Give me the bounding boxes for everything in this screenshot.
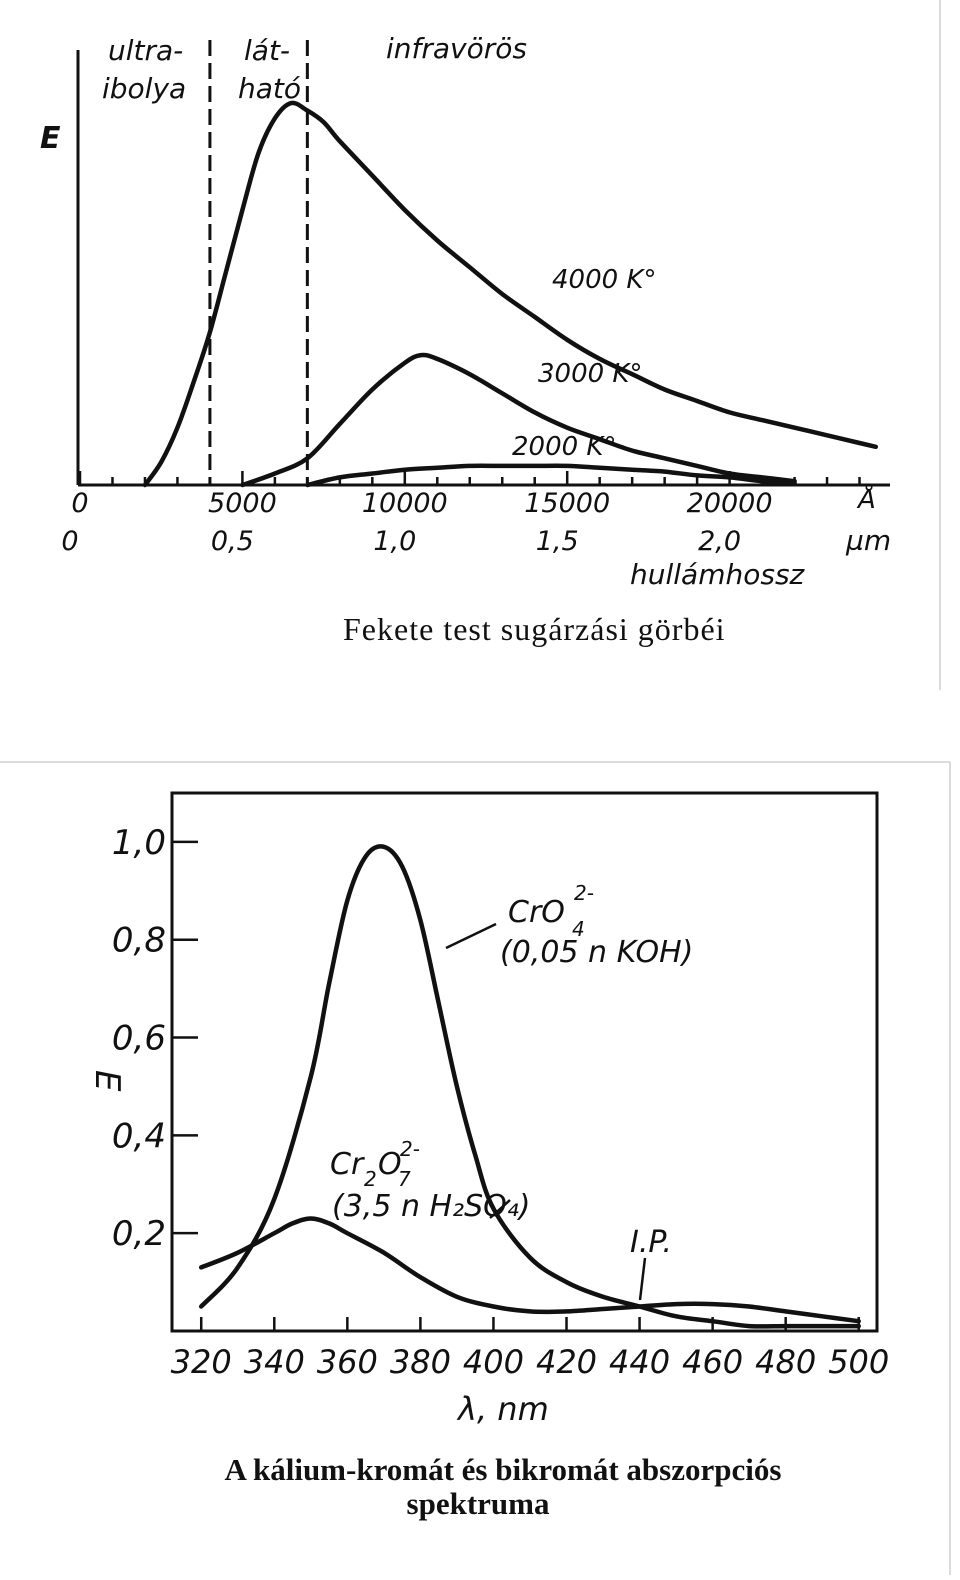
region-label-uv-line2: ibolya	[102, 72, 187, 105]
x-tick-label-micrometer: 0,5	[210, 526, 254, 557]
blackbody-chart	[0, 0, 960, 700]
dichromate-subscript-o: 7	[398, 1167, 411, 1191]
x-tick-label-micrometer: 1,5	[535, 526, 579, 557]
x-unit-micrometer: µm	[846, 524, 892, 557]
x-tick-label: 320	[170, 1343, 232, 1381]
x-tick-label-micrometer: 1,0	[373, 526, 417, 557]
y-tick-labels	[112, 823, 166, 1254]
x-tick-labels	[171, 1343, 890, 1381]
dichromate-formula-o: O	[378, 1147, 402, 1182]
chromate-formula: CrO	[508, 895, 565, 930]
x-tick-labels-angstrom	[71, 488, 772, 519]
x-tick-label-angstrom: 15000	[524, 488, 611, 519]
curve-2000k	[307, 466, 794, 485]
dichromate-label	[330, 1137, 530, 1224]
series-label-3000k: 3000 K°	[538, 359, 643, 389]
x-axis-label: hullámhossz	[630, 558, 805, 591]
dichromate-condition: (3,5 n H₂SO₄)	[332, 1189, 531, 1224]
isosbestic-point-label: I.P.	[630, 1225, 672, 1260]
x-tick-label: 360	[316, 1343, 378, 1381]
chromate-superscript: 2-	[574, 881, 594, 905]
x-tick-label: 500	[828, 1343, 890, 1381]
chromate-condition: (0,05 n KOH)	[500, 935, 694, 970]
x-tick-label: 460	[682, 1343, 744, 1381]
chart2-title-line2: spektruma	[406, 1486, 550, 1521]
y-tick-label: 0,8	[111, 920, 166, 961]
dichromate-subscript-cr: 2	[364, 1167, 377, 1191]
series-label-2000k: 2000 K°	[512, 432, 617, 462]
dichromate-formula-cr: Cr	[330, 1147, 364, 1182]
x-tick-label: 440	[609, 1343, 671, 1381]
curve-4000k	[145, 103, 876, 485]
y-tick-label: 1,0	[111, 822, 166, 863]
region-label-uv-line1: ultra-	[108, 34, 184, 67]
y-ticks	[172, 842, 198, 1233]
x-tick-label: 480	[755, 1343, 817, 1381]
region-label-visible-line2: ható	[238, 72, 302, 105]
region-label-visible-line1: lát-	[244, 34, 291, 67]
x-ticks	[201, 1317, 859, 1331]
x-tick-label: 420	[535, 1343, 598, 1381]
y-tick-label: 0,4	[111, 1116, 166, 1157]
dichromate-superscript: 2-	[400, 1137, 420, 1161]
y-axis-label: E	[40, 121, 61, 156]
series-label-4000k: 4000 K°	[552, 265, 657, 295]
x-tick-label: 340	[243, 1343, 305, 1381]
chromate-label	[500, 881, 693, 970]
absorption-spectrum-chart	[0, 760, 960, 1580]
x-tick-label-micrometer: 2,0	[698, 526, 742, 557]
curve-dichromate	[201, 1219, 859, 1322]
chromate-leader	[446, 924, 496, 948]
chart2-title-line1: A kálium-kromát és bikromát abszorpciós	[224, 1452, 782, 1487]
x-unit-angstrom: Å	[858, 485, 876, 515]
x-tick-labels-micrometer	[61, 526, 741, 557]
x-tick-label-micrometer: 0	[61, 526, 79, 557]
x-tick-label: 400	[462, 1343, 524, 1381]
x-tick-label-angstrom: 0	[71, 488, 89, 519]
y-tick-label: 0,2	[111, 1214, 166, 1255]
ip-leader	[640, 1258, 645, 1300]
chart1-title: Fekete test sugárzási görbéi	[343, 611, 726, 647]
x-axis-label: λ, nm	[458, 1390, 549, 1428]
x-tick-label-angstrom: 10000	[361, 488, 448, 519]
chromate-subscript: 4	[572, 917, 585, 941]
region-label-infrared: infravörös	[386, 32, 527, 65]
x-tick-label-angstrom: 5000	[208, 488, 277, 519]
x-tick-label-angstrom: 20000	[686, 488, 773, 519]
y-axis-label: E	[87, 1070, 127, 1092]
y-tick-label: 0,6	[111, 1018, 166, 1059]
x-tick-label: 380	[389, 1343, 451, 1381]
